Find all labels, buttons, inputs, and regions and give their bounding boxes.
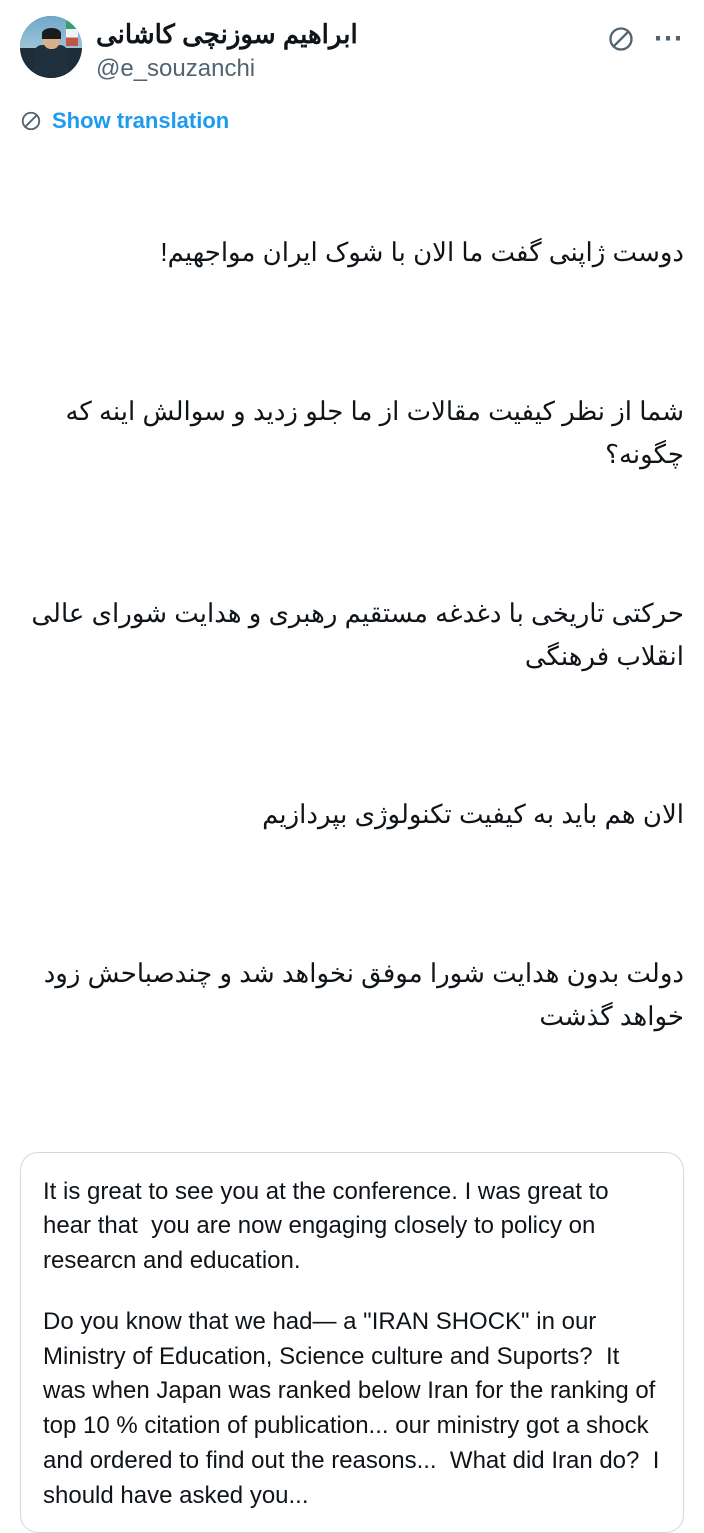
account-names <box>96 16 358 84</box>
tweet-body <box>20 146 684 1124</box>
header-actions <box>607 16 684 54</box>
more-options-icon[interactable]: ⋯ <box>653 22 684 55</box>
tweet-paragraph: دولت بدون هدایت شورا موفق نخواهد شد و چندصباحش زود خواهد گذشت <box>36 957 684 1031</box>
quote-paragraph: It is great to see you at the conference. I was great to hear that you are now engaging closely to policy on researcn and education. <box>43 1177 616 1275</box>
avatar-body <box>34 45 68 75</box>
flag-icon <box>66 21 78 46</box>
avatar-hair <box>42 28 61 39</box>
account-handle: @e_souzanchi <box>96 54 256 82</box>
translate-icon[interactable] <box>607 25 635 53</box>
translate-icon <box>20 110 42 132</box>
tweet-paragraph: الان هم باید به کیفیت تکنولوژی بپردازیم <box>262 799 684 830</box>
show-translation-label[interactable]: Show translation <box>52 107 230 133</box>
show-translation-row[interactable] <box>20 108 684 134</box>
display-name: ابراهیم سوزنچی کاشانی <box>96 19 358 49</box>
avatar[interactable] <box>20 16 82 78</box>
quoted-message-card[interactable] <box>20 1152 684 1533</box>
tweet-paragraph: حرکتی تاریخی با دغدغه مستقیم رهبری و هدایت شورای عالی انقلاب فرهنگی <box>24 597 684 671</box>
tweet-paragraph: شما از نظر کیفیت مقالات از ما جلو زدید و سوالش اینه که چگونه؟ <box>58 396 684 470</box>
quote-paragraph: Do you know that we had— a "IRAN SHOCK" in our Ministry of Education, Science culture and Suports? It was when Japan was ranked below Iran for the ranking of top 10 % citation of publication... our ministry got a shock and ordered to find out the reasons... What did Iran do? I should have asked you... <box>43 1307 676 1509</box>
account-identity[interactable] <box>20 16 358 84</box>
tweet-header <box>20 16 684 84</box>
tweet-paragraph: دوست ژاپنی گفت ما الان با شوک ایران مواجهیم! <box>160 237 684 268</box>
